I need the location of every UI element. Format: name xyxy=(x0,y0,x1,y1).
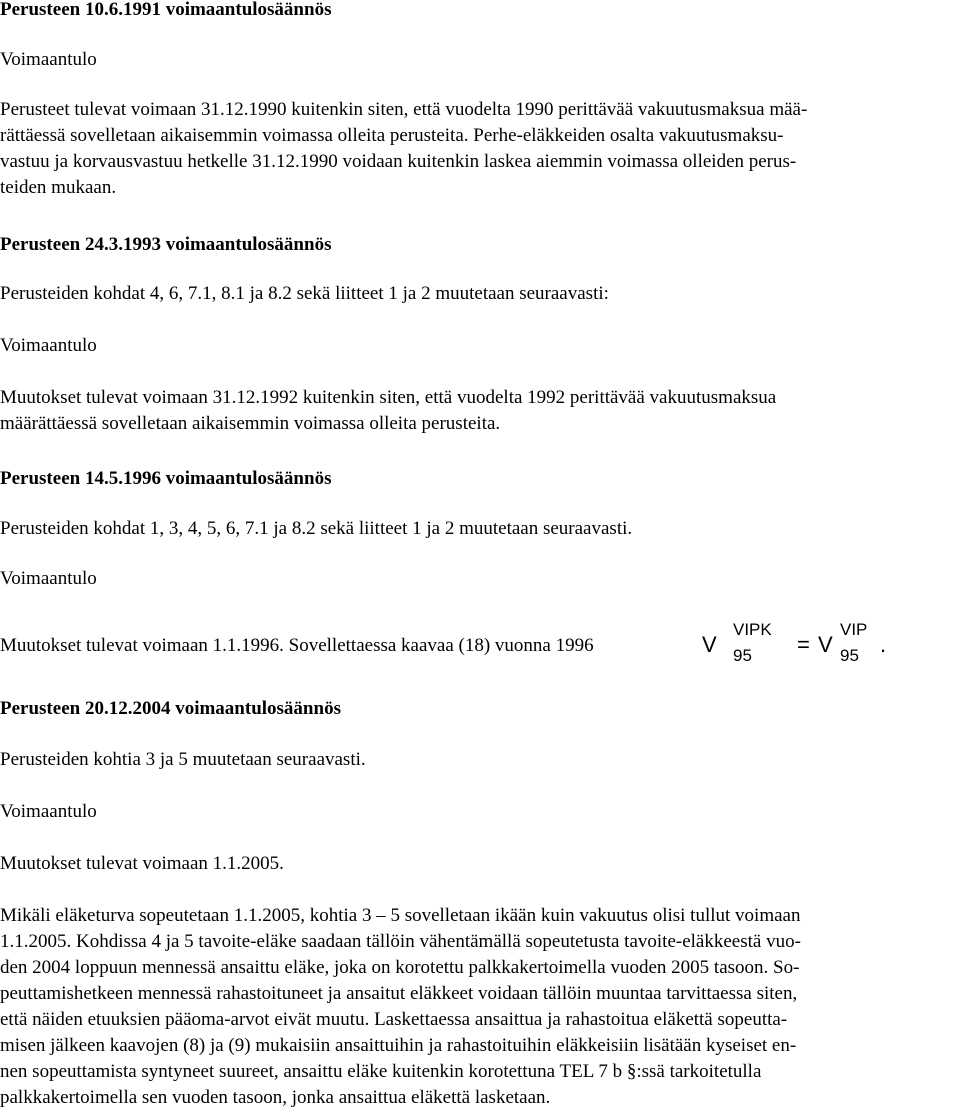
formula-equals: = xyxy=(797,632,810,657)
section-label-voimaantulo: Voimaantulo xyxy=(0,568,97,589)
paragraph-line: nen sopeuttamista syntyneet suureet, ansaittu eläke kuitenkin korotettuna TEL 7 b §:ssä tarkoitetulla xyxy=(0,1061,762,1082)
section-heading-1993: Perusteen 24.3.1993 voimaantulosäännös xyxy=(0,234,332,255)
paragraph-line: den 2004 loppuun mennessä ansaittu eläke, joka on korotettu palkkakertoimella vuoden 2005 tasoon. So- xyxy=(0,957,800,978)
section-label-voimaantulo: Voimaantulo xyxy=(0,801,97,822)
formula-v95 xyxy=(702,618,902,668)
paragraph-line: Muutokset tulevat voimaan 1.1.2005. xyxy=(0,853,284,874)
formula-left-sub: 95 xyxy=(733,646,752,665)
paragraph-line: palkkakertoimella sen vuoden tasoon, jonka ansaittua eläkettä lasketaan. xyxy=(0,1087,551,1108)
paragraph-line: määrättäessä sovelletaan aikaisemmin voimassa olleita perusteita. xyxy=(0,413,501,434)
paragraph-line: Muutokset tulevat voimaan 31.12.1992 kuitenkin siten, että vuodelta 1992 perittävää vakuutusmaksua xyxy=(0,387,777,408)
formula-right-var: V xyxy=(818,632,833,657)
section-intro: Perusteiden kohdat 1, 3, 4, 5, 6, 7.1 ja 8.2 sekä liitteet 1 ja 2 muutetaan seuraavasti. xyxy=(0,518,633,539)
paragraph-text-before-formula: Muutokset tulevat voimaan 1.1.1996. Sovellettaessa kaavaa (18) vuonna 1996 xyxy=(0,635,594,656)
section-heading-1991: Perusteen 10.6.1991 voimaantulosäännös xyxy=(0,0,332,20)
section-heading-2004: Perusteen 20.12.2004 voimaantulosäännös xyxy=(0,698,341,719)
paragraph-line: 1.1.2005. Kohdissa 4 ja 5 tavoite-eläke saadaan tällöin vähentämällä sopeutetusta tavoite-eläkkeestä vuo- xyxy=(0,931,801,952)
section-intro: Perusteiden kohdat 4, 6, 7.1, 8.1 ja 8.2 sekä liitteet 1 ja 2 muutetaan seuraavasti: xyxy=(0,283,609,304)
paragraph-line: misen jälkeen kaavojen (8) ja (9) mukaisiin ansaittuihin ja rahastoituihin eläkkeisiin lisätään kyseiset en- xyxy=(0,1035,797,1056)
paragraph-line: vastuu ja korvausvastuu hetkelle 31.12.1990 voidaan kuitenkin laskea aiemmin voimassa olleiden perus- xyxy=(0,151,797,172)
paragraph-line: että näiden etuuksien pääoma-arvot eivät muutu. Laskettaessa ansaittua ja rahastoitua eläkettä sopeutta- xyxy=(0,1009,788,1030)
paragraph-line: Mikäli eläketurva sopeutetaan 1.1.2005, kohtia 3 – 5 sovelletaan ikään kuin vakuutus olisi tullut voimaan xyxy=(0,905,801,926)
paragraph-line: teiden mukaan. xyxy=(0,177,117,198)
formula-right-sup: VIP xyxy=(840,620,868,639)
section-intro: Perusteiden kohtia 3 ja 5 muutetaan seuraavasti. xyxy=(0,749,366,770)
formula-right-sub: 95 xyxy=(840,646,859,665)
paragraph-line: peuttamishetkeen mennessä rahastoituneet ja ansaitut eläkkeet voidaan tällöin muuntaa tarvittaessa siten, xyxy=(0,983,798,1004)
paragraph-line: rättäessä sovelletaan aikaisemmin voimassa olleita perusteita. Perhe-eläkkeiden osalta vakuutusmaksu- xyxy=(0,125,784,146)
formula-left-var: V xyxy=(702,632,717,657)
section-label-voimaantulo: Voimaantulo xyxy=(0,49,97,70)
formula-end: . xyxy=(880,632,887,657)
formula-left-sup: VIPK xyxy=(733,620,772,639)
paragraph-line: Perusteet tulevat voimaan 31.12.1990 kuitenkin siten, että vuodelta 1990 perittävää vakuutusmaksua mää- xyxy=(0,99,808,120)
section-heading-1996: Perusteen 14.5.1996 voimaantulosäännös xyxy=(0,468,332,489)
section-label-voimaantulo: Voimaantulo xyxy=(0,335,97,356)
